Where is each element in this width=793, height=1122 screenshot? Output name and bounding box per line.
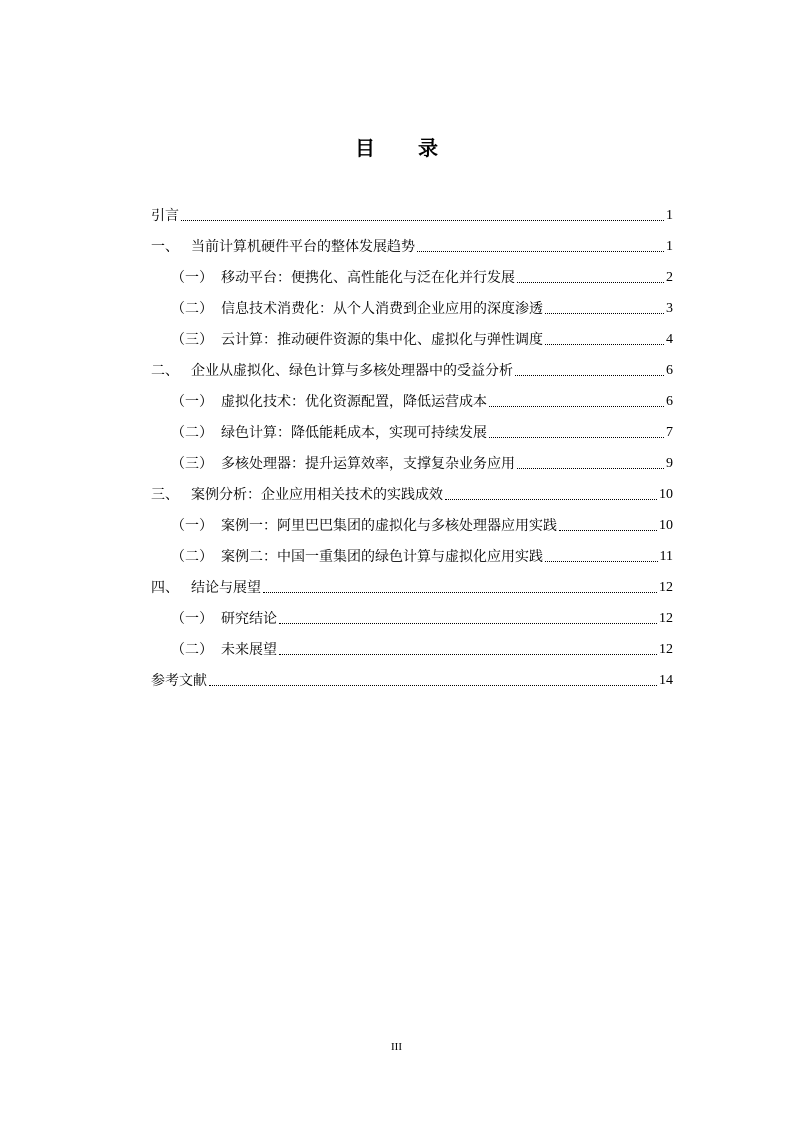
toc-entry-page: 2 xyxy=(666,270,673,285)
dot-leader xyxy=(263,592,657,593)
toc-entry-title: 多核处理器：提升运算效率，支撑复杂业务应用 xyxy=(221,456,515,472)
toc-entry-number: （三） xyxy=(171,332,213,348)
toc-entry-section-1-2[interactable] xyxy=(151,288,673,319)
toc-entry-section-1-1[interactable] xyxy=(151,257,673,288)
toc-entry-section-2-1[interactable] xyxy=(151,381,673,412)
table-of-contents xyxy=(151,195,673,691)
dot-leader xyxy=(279,623,657,624)
toc-entry-page: 12 xyxy=(659,642,673,657)
toc-entry-section-2[interactable] xyxy=(151,350,673,381)
page-title: 目 录 xyxy=(355,136,456,160)
toc-entry-page: 10 xyxy=(659,518,673,533)
toc-entry-number: （二） xyxy=(171,425,213,441)
toc-entry-title: 信息技术消费化：从个人消费到企业应用的深度渗透 xyxy=(221,301,543,317)
dot-leader xyxy=(445,499,657,500)
toc-entry-introduction[interactable] xyxy=(151,195,673,226)
toc-entry-number: （二） xyxy=(171,549,213,565)
toc-entry-references[interactable] xyxy=(151,660,673,691)
toc-entry-page: 3 xyxy=(666,301,673,316)
toc-entry-section-4-1[interactable] xyxy=(151,598,673,629)
toc-entry-title: 参考文献 xyxy=(151,673,207,689)
dot-leader xyxy=(181,220,664,221)
toc-entry-title: 未来展望 xyxy=(221,642,277,658)
toc-entry-section-2-2[interactable] xyxy=(151,412,673,443)
toc-entry-number: 四、 xyxy=(151,580,179,596)
toc-entry-page: 6 xyxy=(666,394,673,409)
toc-entry-number: （一） xyxy=(171,611,213,627)
toc-entry-section-3-2[interactable] xyxy=(151,536,673,567)
toc-entry-section-4[interactable] xyxy=(151,567,673,598)
toc-entry-number: 二、 xyxy=(151,363,179,379)
toc-entry-title: 引言 xyxy=(151,208,179,224)
toc-entry-title: 当前计算机硬件平台的整体发展趋势 xyxy=(191,239,415,255)
toc-entry-number: （一） xyxy=(171,518,213,534)
toc-entry-number: （二） xyxy=(171,642,213,658)
dot-leader xyxy=(545,561,658,562)
toc-entry-number: 一、 xyxy=(151,239,179,255)
toc-entry-title: 结论与展望 xyxy=(191,580,261,596)
dot-leader xyxy=(559,530,657,531)
toc-entry-page: 12 xyxy=(659,611,673,626)
toc-entry-title: 研究结论 xyxy=(221,611,277,627)
dot-leader xyxy=(517,468,664,469)
dot-leader xyxy=(545,313,664,314)
toc-entry-page: 12 xyxy=(659,580,673,595)
toc-entry-title: 企业从虚拟化、绿色计算与多核处理器中的受益分析 xyxy=(191,363,513,379)
toc-entry-title: 云计算：推动硬件资源的集中化、虚拟化与弹性调度 xyxy=(221,332,543,348)
dot-leader xyxy=(489,406,664,407)
toc-entry-title: 虚拟化技术：优化资源配置，降低运营成本 xyxy=(221,394,487,410)
page-number: III xyxy=(391,1041,402,1053)
toc-entry-section-3[interactable] xyxy=(151,474,673,505)
toc-entry-number: （二） xyxy=(171,301,213,317)
toc-entry-section-3-1[interactable] xyxy=(151,505,673,536)
toc-entry-page: 6 xyxy=(666,363,673,378)
toc-entry-page: 1 xyxy=(666,239,673,254)
toc-entry-title: 案例二：中国一重集团的绿色计算与虚拟化应用实践 xyxy=(221,549,543,565)
toc-entry-number: （三） xyxy=(171,456,213,472)
toc-entry-page: 4 xyxy=(666,332,673,347)
toc-entry-title: 案例一：阿里巴巴集团的虚拟化与多核处理器应用实践 xyxy=(221,518,557,534)
toc-entry-section-1-3[interactable] xyxy=(151,319,673,350)
toc-entry-number: （一） xyxy=(171,394,213,410)
dot-leader xyxy=(489,437,664,438)
dot-leader xyxy=(279,654,657,655)
toc-entry-section-1[interactable] xyxy=(151,226,673,257)
toc-entry-page: 14 xyxy=(659,673,673,688)
toc-entry-section-2-3[interactable] xyxy=(151,443,673,474)
dot-leader xyxy=(209,685,657,686)
dot-leader xyxy=(515,375,664,376)
toc-entry-number: 三、 xyxy=(151,487,179,503)
toc-entry-page: 1 xyxy=(666,208,673,223)
toc-entry-number: （一） xyxy=(171,270,213,286)
toc-entry-title: 绿色计算：降低能耗成本，实现可持续发展 xyxy=(221,425,487,441)
toc-entry-section-4-2[interactable] xyxy=(151,629,673,660)
dot-leader xyxy=(545,344,664,345)
toc-entry-title: 移动平台：便携化、高性能化与泛在化并行发展 xyxy=(221,270,515,286)
toc-entry-page: 7 xyxy=(666,425,673,440)
dot-leader xyxy=(417,251,664,252)
toc-entry-page: 10 xyxy=(659,487,673,502)
toc-entry-page: 11 xyxy=(659,549,673,564)
dot-leader xyxy=(517,282,664,283)
toc-entry-page: 9 xyxy=(666,456,673,471)
toc-entry-title: 案例分析：企业应用相关技术的实践成效 xyxy=(191,487,443,503)
